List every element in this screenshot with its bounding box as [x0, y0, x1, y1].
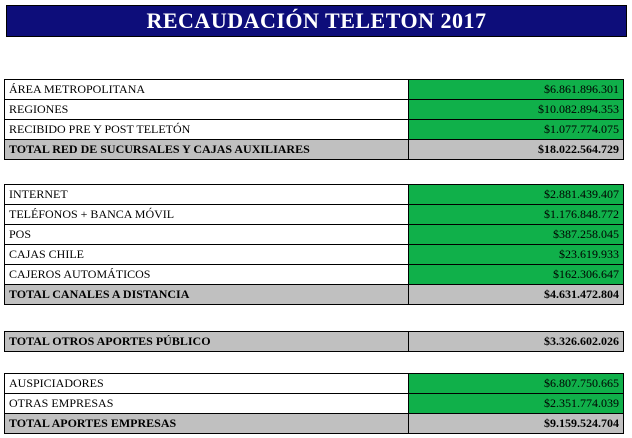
total-label: TOTAL APORTES EMPRESAS — [5, 414, 409, 434]
row-label: CAJEROS AUTOMÁTICOS — [5, 265, 409, 285]
total-value: $4.631.472.804 — [409, 285, 624, 305]
row-value: $1.077.774.075 — [409, 120, 624, 140]
table-row — [5, 245, 624, 265]
row-label: ÁREA METROPOLITANA — [5, 80, 409, 100]
total-label: TOTAL OTROS APORTES PÚBLICO — [5, 332, 409, 352]
total-row — [5, 332, 624, 352]
table-row — [5, 120, 624, 140]
row-label: TELÉFONOS + BANCA MÓVIL — [5, 205, 409, 225]
row-value: $23.619.933 — [409, 245, 624, 265]
row-value: $2.881.439.407 — [409, 185, 624, 205]
sucursales-table — [4, 79, 624, 160]
total-value: $18.022.564.729 — [409, 140, 624, 160]
row-label: AUSPICIADORES — [5, 374, 409, 394]
total-value: $3.326.602.026 — [409, 332, 624, 352]
table-row — [5, 185, 624, 205]
row-label: POS — [5, 225, 409, 245]
aportes-empresas-table — [4, 373, 624, 434]
total-row — [5, 285, 624, 305]
row-value: $162.306.647 — [409, 265, 624, 285]
table-row — [5, 265, 624, 285]
row-value: $10.082.894.353 — [409, 100, 624, 120]
row-value: $2.351.774.039 — [409, 394, 624, 414]
table-row — [5, 225, 624, 245]
table-row — [5, 205, 624, 225]
total-value: $9.159.524.704 — [409, 414, 624, 434]
otros-aportes-table — [4, 331, 624, 352]
table-row — [5, 374, 624, 394]
row-label: INTERNET — [5, 185, 409, 205]
table-row — [5, 100, 624, 120]
total-label: TOTAL CANALES A DISTANCIA — [5, 285, 409, 305]
row-value: $1.176.848.772 — [409, 205, 624, 225]
total-row — [5, 414, 624, 434]
row-value: $387.258.045 — [409, 225, 624, 245]
row-value: $6.861.896.301 — [409, 80, 624, 100]
row-label: RECIBIDO PRE Y POST TELETÓN — [5, 120, 409, 140]
table-row — [5, 394, 624, 414]
table-row — [5, 80, 624, 100]
total-row — [5, 140, 624, 160]
row-label: OTRAS EMPRESAS — [5, 394, 409, 414]
total-label: TOTAL RED DE SUCURSALES Y CAJAS AUXILIARES — [5, 140, 409, 160]
canales-distancia-table — [4, 184, 624, 305]
row-value: $6.807.750.665 — [409, 374, 624, 394]
page-title: RECAUDACIÓN TELETON 2017 — [6, 5, 627, 37]
row-label: CAJAS CHILE — [5, 245, 409, 265]
row-label: REGIONES — [5, 100, 409, 120]
